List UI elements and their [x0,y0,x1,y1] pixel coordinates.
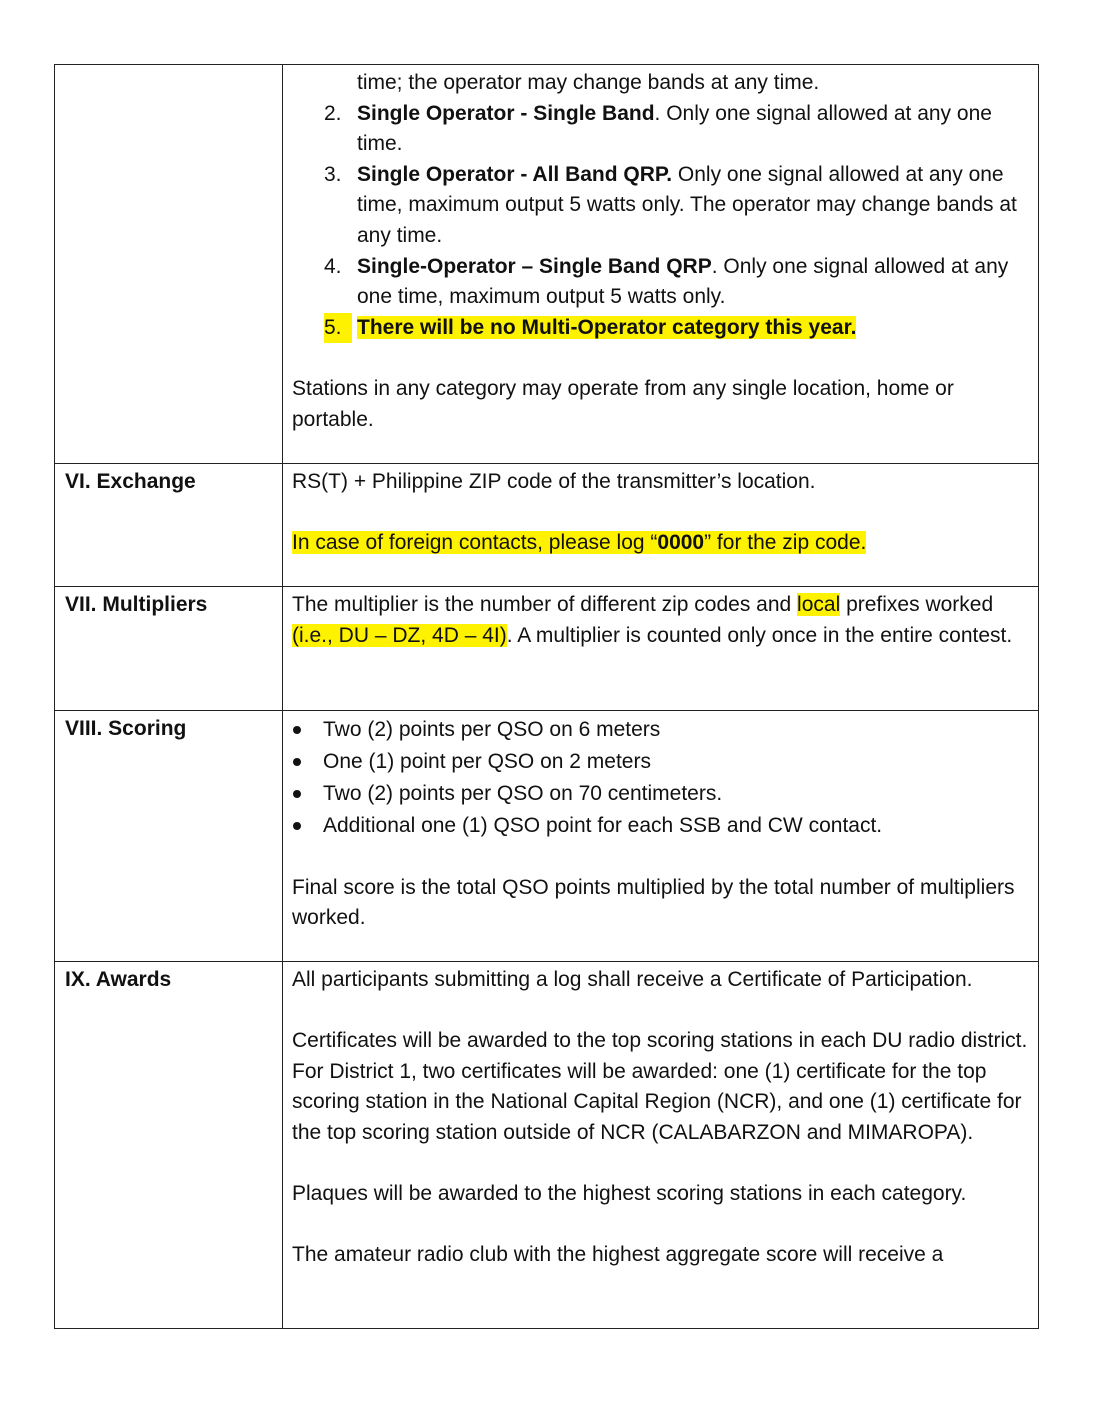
category-item-2: 2. Single Operator - Single Band. Only one signal allowed at any one time. [324,101,992,156]
awards-row [55,962,1039,1329]
final-score-note: Final score is the total QSO points multiplied by the total number of multipliers worked. [292,875,1015,930]
category-label-cell [55,65,283,464]
awards-paragraph-2: Certificates will be awarded to the top scoring stations in each DU radio district. For District 1, two certificates will be awarded: one (1) certificate for the top scoring station in the National Capital Region (NCR), and one (1) certificate for the top scoring station outside of NCR (CALABARZON and MIMAROPA). [292,1029,1028,1144]
scoring-row [55,711,1039,962]
scoring-bullet: One (1) point per QSO on 2 meters [292,746,1030,778]
awards-paragraph-1: All participants submitting a log shall receive a Certificate of Participation. [292,968,973,991]
exchange-label: VI. Exchange [55,464,283,587]
exchange-row [55,464,1039,587]
multipliers-row [55,587,1039,711]
category-list [292,68,1030,343]
scoring-bullets [292,714,1030,842]
bullet-icon [293,822,301,830]
stations-note: Stations in any category may operate from any single location, home or portable. [292,376,954,431]
category-row [55,65,1039,464]
multipliers-text: The multiplier is the number of different zip codes and local prefixes worked (i.e., DU – DZ, 4D – 4I). A multiplier is counted only once in the entire contest. [292,593,1013,647]
exchange-text: RS(T) + Philippine ZIP code of the transmitter’s location. [292,470,816,493]
category-item-4: 4. Single-Operator – Single Band QRP. Only one signal allowed at any one time, maximum output 5 watts only. [324,254,1009,309]
bullet-icon [293,758,301,766]
multipliers-content-cell [283,587,1039,711]
contest-rules-table [54,64,1039,1329]
awards-paragraph-3: Plaques will be awarded to the highest scoring stations in each category. [292,1182,967,1206]
category-item-1-continuation: time; the operator may change bands at any time. [357,71,820,94]
scoring-bullet: Two (2) points per QSO on 70 centimeters. [292,778,1030,810]
scoring-bullet: Two (2) points per QSO on 6 meters [292,714,1030,746]
category-item-5: 5. There will be no Multi-Operator category this year. [292,313,1030,344]
exchange-content-cell [283,464,1039,587]
bullet-icon [293,790,301,798]
foreign-contacts-note: In case of foreign contacts, please log “0000” for the zip code. [292,531,867,555]
bullet-icon [293,726,301,734]
category-item-3: 3. Single Operator - All Band QRP. Only one signal allowed at any one time, maximum output 5 watts only. The operator may change bands at any time. [324,162,1017,247]
awards-paragraph-4: The amateur radio club with the highest aggregate score will receive a [292,1243,944,1267]
awards-content-cell [283,962,1039,1329]
multipliers-label: VII. Multipliers [55,587,283,711]
scoring-bullet: Additional one (1) QSO point for each SSB and CW contact. [292,810,1030,842]
scoring-label: VIII. Scoring [55,711,283,962]
scoring-content-cell [283,711,1039,962]
category-content-cell [283,65,1039,464]
awards-label: IX. Awards [55,962,283,1329]
